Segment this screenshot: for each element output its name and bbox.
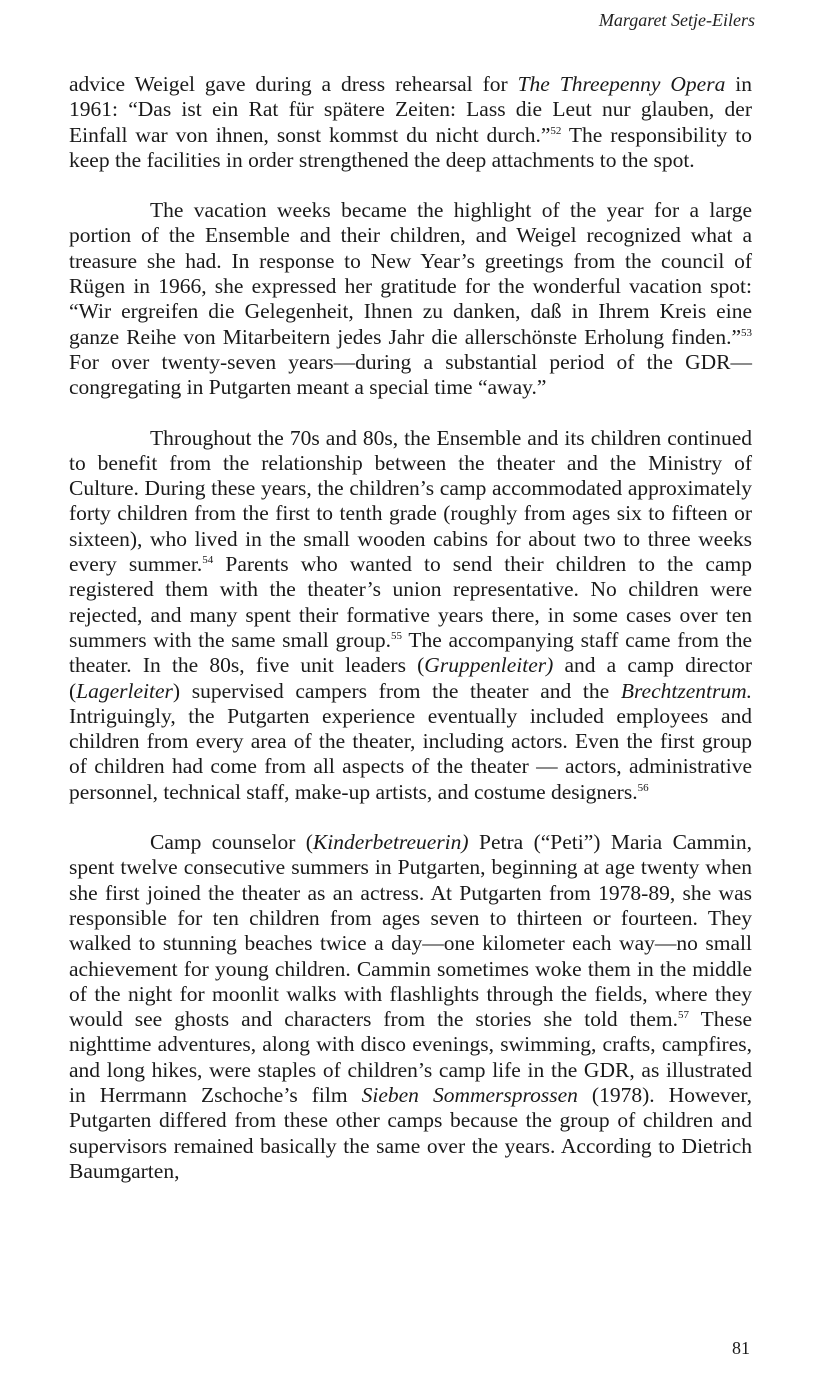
footnote-marker: 55 — [391, 629, 403, 642]
italic-text: Lagerleiter — [76, 678, 173, 703]
text-run: The responsibility to keep the facilities in order strengthened the deep attachments to the spot. — [69, 122, 752, 172]
italic-text: Sieben Sommersprossen — [361, 1082, 578, 1107]
paragraph — [69, 72, 752, 173]
text-run: Camp counselor ( — [150, 830, 313, 855]
page-number: 81 — [732, 1338, 750, 1358]
text-run: and a camp director ( — [69, 653, 752, 703]
text-run: advice Weigel gave during a dress rehearsal for — [69, 72, 518, 96]
paragraph — [69, 830, 752, 1184]
text-run: For over twenty-seven years—during a substantial period of the GDR—congregating in Putgarten meant a special time “away.” — [69, 349, 752, 400]
text-run: ) supervised campers from the theater and the — [172, 678, 621, 703]
text-run: Throughout the 70s and 80s, the Ensemble and its children continued to benefit from the relationship between the theater and the Ministry of Culture. During these years, the children’s camp accommodated approximately forty children from the first to tenth grade (roughly from ages six to fifteen or sixteen), who lived in the small wooden cabins for about two to three weeks every summer. — [69, 425, 752, 577]
text-run: These nighttime adventures, along with disco evenings, swimming, crafts, campfires, and long hikes, were staples of children’s camp life in the GDR, as illustrated in Herrmann Zschoche’s film — [69, 1007, 752, 1107]
paragraph — [69, 426, 752, 805]
italic-text: Brechtzentrum. — [620, 678, 752, 703]
text-run: The accompanying staff came from the theater. In the 80s, five unit leaders ( — [69, 627, 752, 678]
footnote-marker: 54 — [202, 553, 214, 566]
footnote-marker: 56 — [637, 781, 649, 794]
italic-text: Gruppenleiter) — [424, 653, 554, 678]
text-run: Petra (“Peti”) Maria Cammin, spent twelve consecutive summers in Putgarten, beginning at age twenty when she first joined the theater as an actress. At Putgarten from 1978-89, she was responsible for ten children from ages seven to thirteen or fourteen. They walked to stunning beaches twice a day—one kilometer each way—no small achievement for young children. Cammin sometimes woke them in the middle of the night for moonlit walks with flashlights through the fields, where they would see ghosts and characters from the stories she told them. — [69, 830, 752, 1032]
footnote-marker: 52 — [550, 124, 562, 137]
footnote-marker: 57 — [678, 1008, 690, 1021]
running-head: Margaret Setje-Eilers — [598, 10, 755, 30]
paragraph — [69, 198, 752, 400]
italic-text: The Threepenny Opera — [517, 72, 726, 96]
body-text — [69, 72, 752, 1184]
text-run: (1978). However, Putgarten differed from these other camps because the group of children and supervisors remained basically the same over the years. According to Dietrich Baumgarten, — [69, 1082, 752, 1183]
italic-text: Kinderbetreuerin) — [312, 830, 469, 855]
text-run: Intriguingly, the Putgarten experience eventually included employees and children from every area of the theater, including actors. Even the first group of children had come from all aspects of the theater — actors, administrative personnel, technical staff, make-up artists, and costume designers. — [69, 703, 752, 804]
footnote-marker: 53 — [741, 326, 752, 339]
text-run: The vacation weeks became the highlight of the year for a large portion of the Ensemble and their children, and Weigel recognized what a treasure she had. In response to New Year’s greetings from the council of Rügen in 1966, she expressed her gratitude for the wonderful vacation spot: “Wir ergreifen die Gelegenheit, Ihnen zu danken, daß in Ihrem Kreis eine ganze Reihe von Mitarbeitern jedes Jahr die allerschönste Erholung finden.” — [69, 198, 752, 349]
text-run: in 1961: “Das ist ein Rat für spätere Zeiten: Lass die Leut nur glauben, der Einfall war von ihnen, sonst kommst du nicht durch.” — [69, 72, 752, 147]
text-run: Parents who wanted to send their children to the camp registered them with the theater’s union representative. No children were rejected, and many spent their formative years there, in some cases over ten summers with the same small group. — [69, 552, 752, 652]
